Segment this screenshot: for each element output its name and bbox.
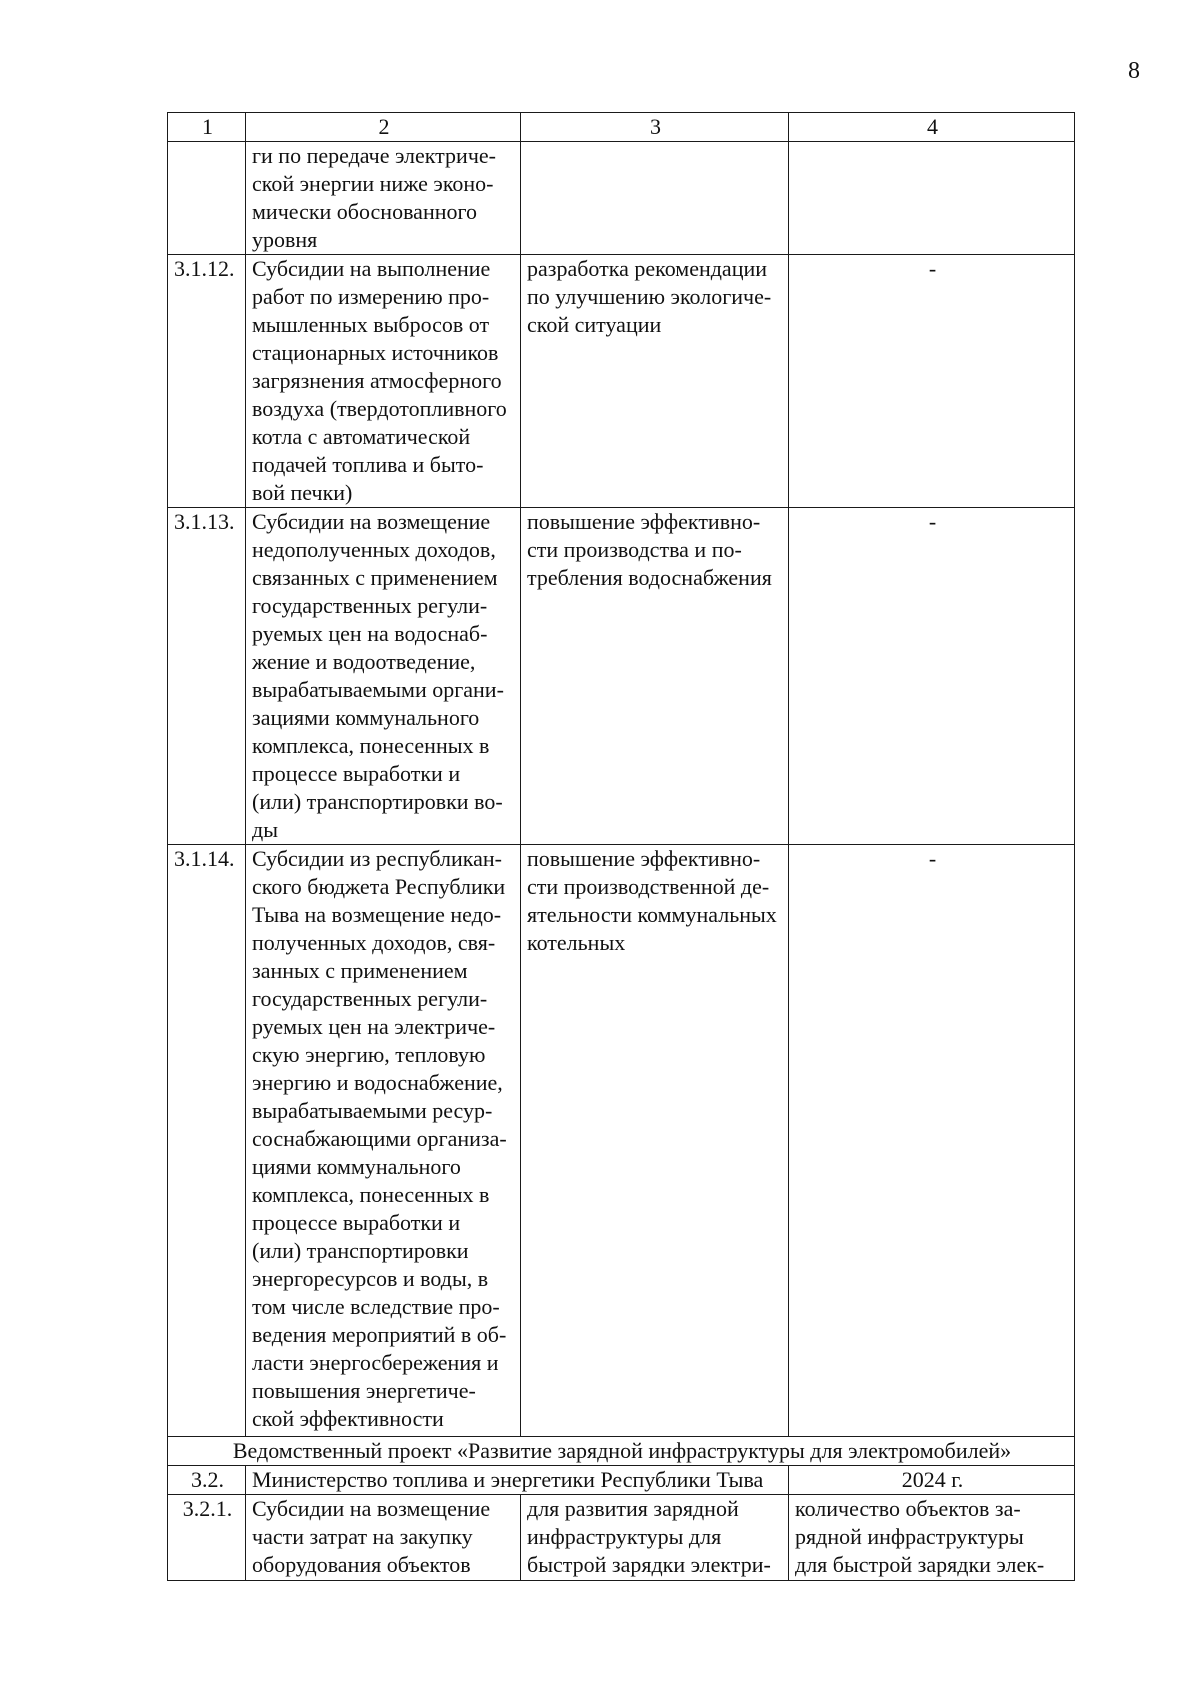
row-indicator: - <box>789 255 1075 508</box>
table-header-row <box>168 113 1075 142</box>
project-title-row <box>168 1437 1075 1466</box>
row-number: 3.2.1. <box>168 1495 246 1581</box>
row-result: повышение эффективно- сти производственной де- ятельности коммунальных котельных <box>521 845 789 1437</box>
page-number: 8 <box>1128 58 1140 84</box>
project-row <box>168 1466 1075 1495</box>
row-number: 3.1.12. <box>168 255 246 508</box>
header-col-3: 3 <box>521 113 789 142</box>
row-description: Субсидии из республикан- ского бюджета Республики Тыва на возмещение недо- полученных доходов, свя- занных с применением государственных регули- руемых цен на электриче- скую энергию, тепловую энергию и водоснабжение, вырабатываемыми ресур- соснабжающими организа- циями коммунального комплекса, понесенных в процессе выработки и (или) транспортировки энергоресурсов и воды, в том числе вследствие про- ведения мероприятий в об- ласти энергосбережения и повышения энергетиче- ской эффективности <box>246 845 521 1437</box>
row-description: ги по передаче электриче- ской энергии ниже эконо- мически обоснованного уровня <box>246 142 521 255</box>
header-col-4: 4 <box>789 113 1075 142</box>
project-year: 2024 г. <box>789 1466 1075 1495</box>
measures-table <box>167 112 1075 1581</box>
row-result <box>521 142 789 255</box>
row-number: 3.1.14. <box>168 845 246 1437</box>
row-indicator: - <box>789 508 1075 845</box>
row-description: Субсидии на возмещение недополученных доходов, связанных с применением государственных регули- руемых цен на водоснаб- жение и водоотведение, вырабатываемыми органи- зациями коммунального комплекса, понесенных в процессе выработки и (или) транспортировки во- ды <box>246 508 521 845</box>
table-row <box>168 508 1075 845</box>
header-col-1: 1 <box>168 113 246 142</box>
row-number: 3.1.13. <box>168 508 246 845</box>
table-row <box>168 142 1075 255</box>
row-indicator <box>789 142 1075 255</box>
row-result: для развития зарядной инфраструктуры для быстрой зарядки электри- <box>521 1495 789 1581</box>
row-description: Субсидии на выполнение работ по измерению про- мышленных выбросов от стационарных источников загрязнения атмосферного воздуха (твердотопливного котла с автоматической подачей топлива и быто- вой печки) <box>246 255 521 508</box>
header-col-2: 2 <box>246 113 521 142</box>
project-ministry: Министерство топлива и энергетики Республики Тыва <box>246 1466 789 1495</box>
table-row <box>168 845 1075 1437</box>
project-number: 3.2. <box>168 1466 246 1495</box>
row-number <box>168 142 246 255</box>
row-result: разработка рекомендации по улучшению экологиче- ской ситуации <box>521 255 789 508</box>
row-result: повышение эффективно- сти производства и по- требления водоснабжения <box>521 508 789 845</box>
row-description: Субсидии на возмещение части затрат на закупку оборудования объектов <box>246 1495 521 1581</box>
table-row <box>168 255 1075 508</box>
project-title: Ведомственный проект «Развитие зарядной инфраструктуры для электромобилей» <box>168 1437 1075 1466</box>
row-indicator: количество объектов за- рядной инфраструктуры для быстрой зарядки элек- <box>789 1495 1075 1581</box>
table-row <box>168 1495 1075 1581</box>
row-indicator: - <box>789 845 1075 1437</box>
